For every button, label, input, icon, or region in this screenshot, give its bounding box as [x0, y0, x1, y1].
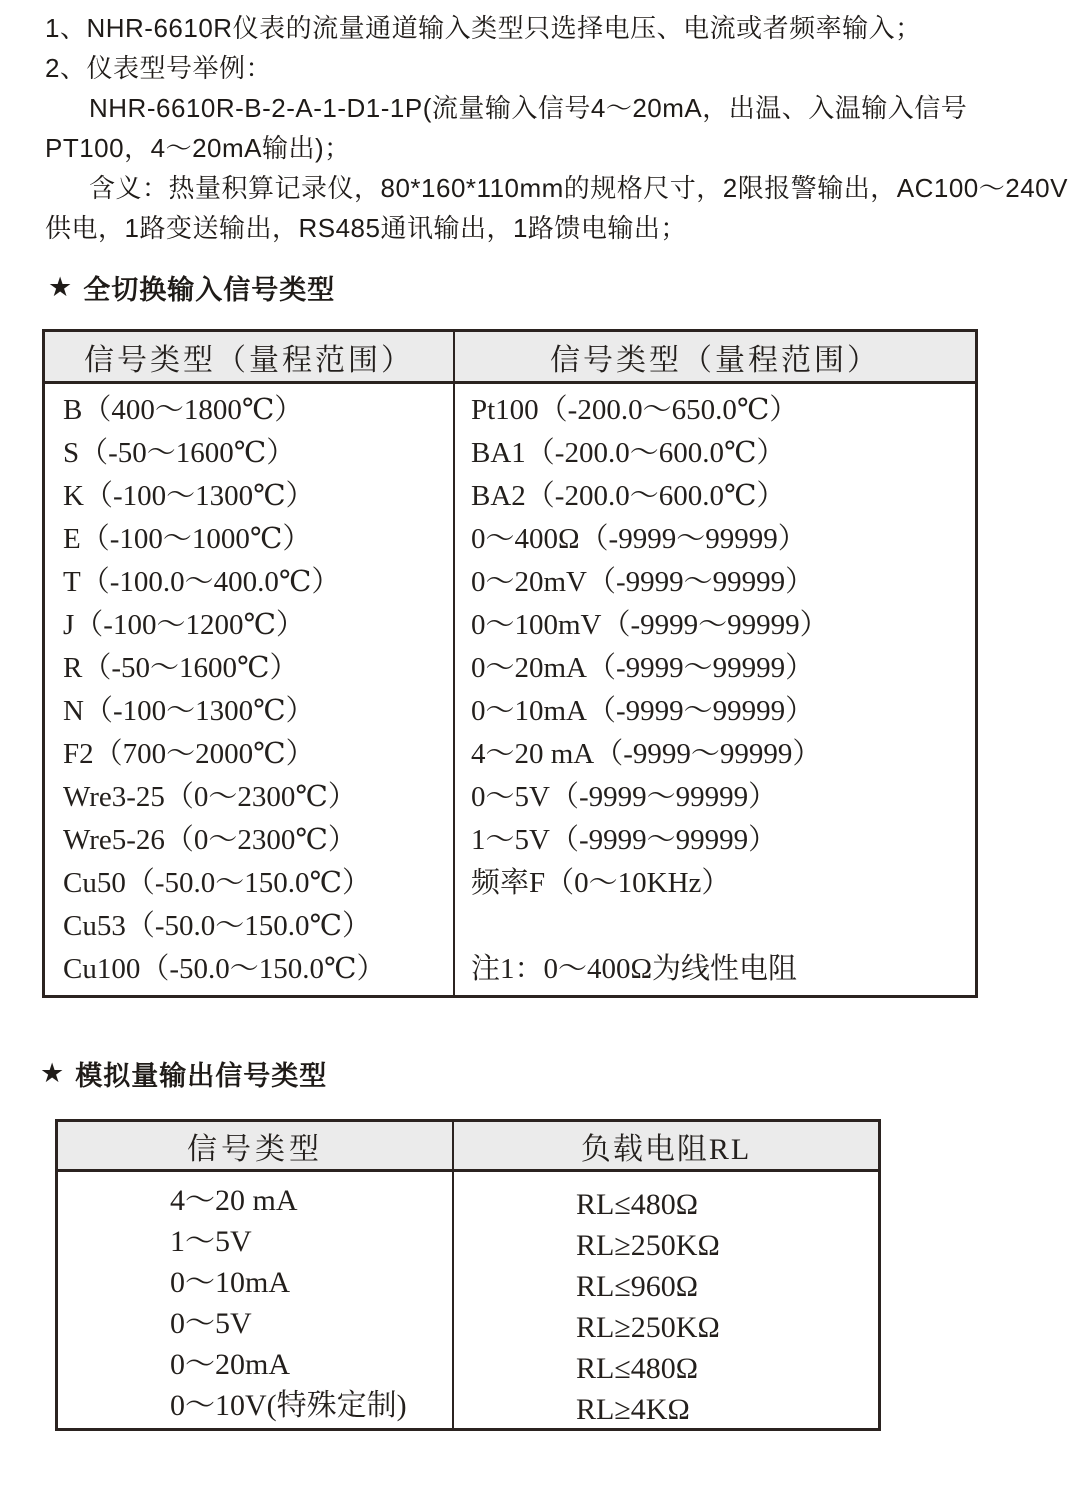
table-row: 0～400Ω（-9999～99999）	[471, 523, 807, 555]
table-row: Wre5-26（0～2300℃）	[63, 824, 357, 856]
table-row: 0～20mA	[170, 1348, 290, 1381]
table-row: Cu50（-50.0～150.0℃）	[63, 867, 371, 899]
table-row: RL≤480Ω	[576, 1352, 699, 1385]
table-row: R（-50～1600℃）	[63, 652, 299, 684]
table-row: 频率F（0～10KHz）	[471, 867, 731, 899]
table-row: T（-100.0～400.0℃）	[63, 566, 341, 598]
table-note: 注1：0～400Ω为线性电阻	[471, 953, 798, 985]
table-row: 1～5V（-9999～99999）	[471, 824, 778, 856]
table-row: F2（700～2000℃）	[63, 738, 315, 770]
section-title-output-signals: 模拟量输出信号类型	[75, 1061, 328, 1091]
paragraph-model-meaning: 含义：热量积算记录仪，80*160*110mm的规格尺寸，2限报警输出，AC100～240V供电，1路变送输出，RS485通讯输出，1路馈电输出；	[45, 173, 1068, 243]
table-row: 0～20mV（-9999～99999）	[471, 566, 815, 598]
table-row: S（-50～1600℃）	[63, 437, 296, 469]
table-row-empty	[471, 905, 975, 948]
table-row: 4～20 mA	[170, 1184, 298, 1217]
table-row: 0～5V（-9999～99999）	[471, 781, 778, 813]
table-row: 1～5V	[170, 1225, 252, 1258]
input-table-header-row	[45, 332, 975, 384]
table-row: 0～10mA（-9999～99999）	[471, 695, 815, 727]
table-row: Cu53（-50.0～150.0℃）	[63, 910, 371, 942]
table-row: K（-100～1300℃）	[63, 480, 315, 512]
input-signal-table	[42, 329, 978, 998]
intro-paragraphs	[45, 8, 1068, 248]
table-row: 0～10mA	[170, 1266, 290, 1299]
table-row: RL≥250KΩ	[576, 1311, 720, 1344]
table-row: BA1（-200.0～600.0℃）	[471, 437, 786, 469]
paragraph-model-example-label: 2、仪表型号举例：	[45, 53, 272, 83]
paragraph-model-example: NHR-6610R-B-2-A-1-D1-1P(流量输入信号4～20mA，出温、入温输入信号PT100，4～20mA输出)；	[45, 93, 968, 163]
table-row: BA2（-200.0～600.0℃）	[471, 480, 786, 512]
star-icon: ★	[40, 1058, 66, 1088]
input-table-header-left: 信号类型（量程范围）	[45, 332, 455, 381]
star-icon: ★	[48, 272, 74, 302]
table-row: RL≥250KΩ	[576, 1229, 720, 1262]
table-row: RL≥4KΩ	[576, 1393, 690, 1426]
section-title-input-signals: 全切换输入信号类型	[83, 275, 336, 305]
output-table-body	[58, 1172, 878, 1428]
output-table-load-column	[454, 1172, 878, 1428]
table-row: B（400～1800℃）	[63, 394, 304, 426]
output-table-header-load: 负载电阻RL	[580, 1132, 752, 1166]
paragraph-flow-channel-note: 1、NHR-6610R仪表的流量通道输入类型只选择电压、电流或者频率输入；	[45, 13, 922, 43]
output-table-header-signal: 信号类型	[58, 1122, 454, 1169]
section-heading-output-signals	[40, 1054, 1080, 1093]
table-row: RL≤480Ω	[576, 1188, 699, 1221]
table-row: Cu100（-50.0～150.0℃）	[63, 953, 386, 985]
table-row: 4～20 mA（-9999～99999）	[471, 738, 822, 770]
table-row: 0～20mA（-9999～99999）	[471, 652, 815, 684]
output-table-signal-column	[58, 1172, 454, 1428]
table-row: 0～100mV（-9999～99999）	[471, 609, 829, 641]
table-row: RL≤960Ω	[576, 1270, 699, 1303]
input-table-body	[45, 384, 975, 995]
input-table-right-column	[455, 384, 975, 995]
table-row: Wre3-25（0～2300℃）	[63, 781, 357, 813]
input-table-header-right: 信号类型（量程范围）	[550, 343, 880, 377]
table-row: E（-100～1000℃）	[63, 523, 312, 555]
table-row: 0～10V(特殊定制)	[170, 1389, 407, 1422]
table-row: 0～5V	[170, 1307, 252, 1340]
output-signal-table	[55, 1119, 881, 1431]
output-table-header-row	[58, 1122, 878, 1172]
section-heading-input-signals	[48, 268, 1080, 307]
input-table-left-column	[45, 384, 455, 995]
table-row: Pt100（-200.0～650.0℃）	[471, 394, 799, 426]
table-row: N（-100～1300℃）	[63, 695, 315, 727]
table-row: J（-100～1200℃）	[63, 609, 305, 641]
